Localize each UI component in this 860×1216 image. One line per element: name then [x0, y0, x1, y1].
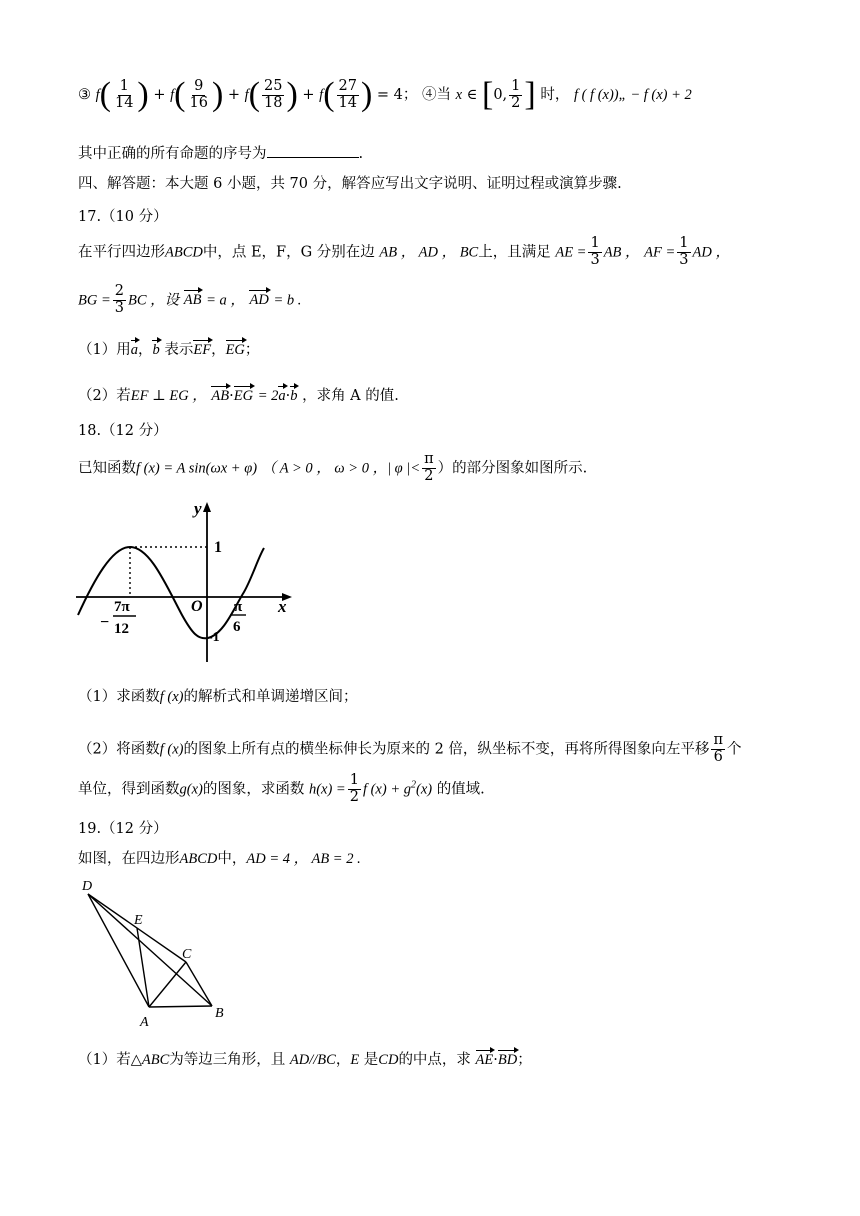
label-c: C — [182, 947, 192, 962]
frac-25-18: $\frac{25}{18}$ — [264, 77, 283, 111]
y-axis-arrow — [203, 502, 211, 512]
neg-one-label: -1 — [208, 630, 220, 645]
origin-label: O — [191, 598, 203, 615]
segment-db — [88, 894, 212, 1006]
q19-quadrilateral-figure — [76, 876, 236, 1036]
circled-4: ④当 — [422, 87, 451, 103]
right-tick-num: π — [234, 599, 243, 615]
label-d: D — [82, 879, 93, 894]
frac-27-14: $\frac{27}{14}$ — [338, 77, 357, 111]
label-b: B — [215, 1006, 224, 1021]
expression: f ( f (x))„ − f (x) + 2 — [573, 87, 692, 103]
q18-part2: （2）将函数f (x)的图象上所有点的横坐标伸长为原来的 2 倍，纵坐标不变，再将所得图象向左平移 $\frac{\pi}{6}$ 个 — [78, 732, 742, 765]
right-tick-den: 6 — [233, 619, 241, 635]
q19-part1: （1）若△ABC为等边三角形，且 AD//BC，E 是CD的中点，求 AE·BD； — [78, 1052, 532, 1068]
answer-blank[interactable] — [267, 143, 359, 158]
q18-part1: （1）求函数f (x)的解析式和单调递增区间； — [78, 689, 358, 705]
q18-sine-graph — [74, 500, 304, 670]
one-label: 1 — [214, 539, 222, 556]
frac-1-14: $\frac{1}{14}$ — [114, 77, 134, 111]
answer-line: 其中正确的所有命题的序号为 . — [78, 143, 363, 163]
vector-ad: AD — [249, 292, 269, 309]
eq-value: = 4； — [376, 87, 418, 103]
q17-part1: （1）用a，b 表示EF，EG； — [78, 342, 260, 358]
label-a: A — [140, 1015, 149, 1030]
q17-stem-line2: BG = $\frac{2}{3}$ BC ，设 AB = a ， AD = b . — [78, 283, 302, 316]
left-tick-sign: − — [100, 614, 110, 631]
q18-stem: 已知函数f (x) = A sin(ωx + φ) （ A > 0 ， ω > 0 ，| φ |< $\frac{\pi}{2}$ ）的部分图象如图所示. — [78, 451, 588, 484]
segment-ac — [149, 962, 186, 1007]
section-heading: 四、解答题：本大题 6 小题，共 70 分，解答应写出文字说明、证明过程或演算步骤. — [78, 176, 622, 192]
segment-ab — [149, 1006, 212, 1007]
frac-1-2: $\frac{1}{2}$ — [511, 77, 521, 111]
left-tick-den: 12 — [114, 621, 129, 637]
q17-heading: 17.（10 分） — [78, 209, 168, 225]
q17-part2: （2）若EF ⊥ EG ， AB·EG = 2a·b ，求角 A 的值. — [78, 388, 399, 404]
x-label: x — [278, 597, 287, 616]
vector-ab: AB — [183, 292, 202, 309]
frac-9-16: $\frac{9}{16}$ — [189, 77, 208, 111]
statement-3-4-line: ③ f( $\frac{1}{14}$ ) + f( $\frac{9}{16}$ ) + f( $\frac{25}{18}$ ) + f( $\frac{27}{14}$ ) = 4； ④当 x ∈ [0, $\frac{1}{2}$ ] 时， f ( f (x))„ − f (x) + 2 — [78, 76, 692, 113]
left-tick-num: 7π — [114, 599, 130, 615]
q18-part2-cont: 单位，得到函数g(x)的图象，求函数 h(x) = $\frac{1}{2}$ f $(x) + g^2(x)$ 的值域. — [78, 772, 485, 805]
label-e: E — [134, 913, 143, 928]
y-label: y — [194, 500, 202, 518]
q18-heading: 18.（12 分） — [78, 423, 168, 439]
circled-3: ③ — [78, 87, 91, 103]
q17-stem-line1: 在平行四边形ABCD中，点 E，F，G 分别在边 AB ， AD ， BC上，且满足 AE = $\frac{1}{3}$ AB ， AF = $\frac{1}{3}$ AD ， — [78, 235, 730, 268]
q19-stem: 如图，在四边形ABCD中，AD = 4 ， AB = 2 . — [78, 851, 361, 867]
segment-cb — [186, 962, 212, 1006]
q19-heading: 19.（12 分） — [78, 821, 168, 837]
